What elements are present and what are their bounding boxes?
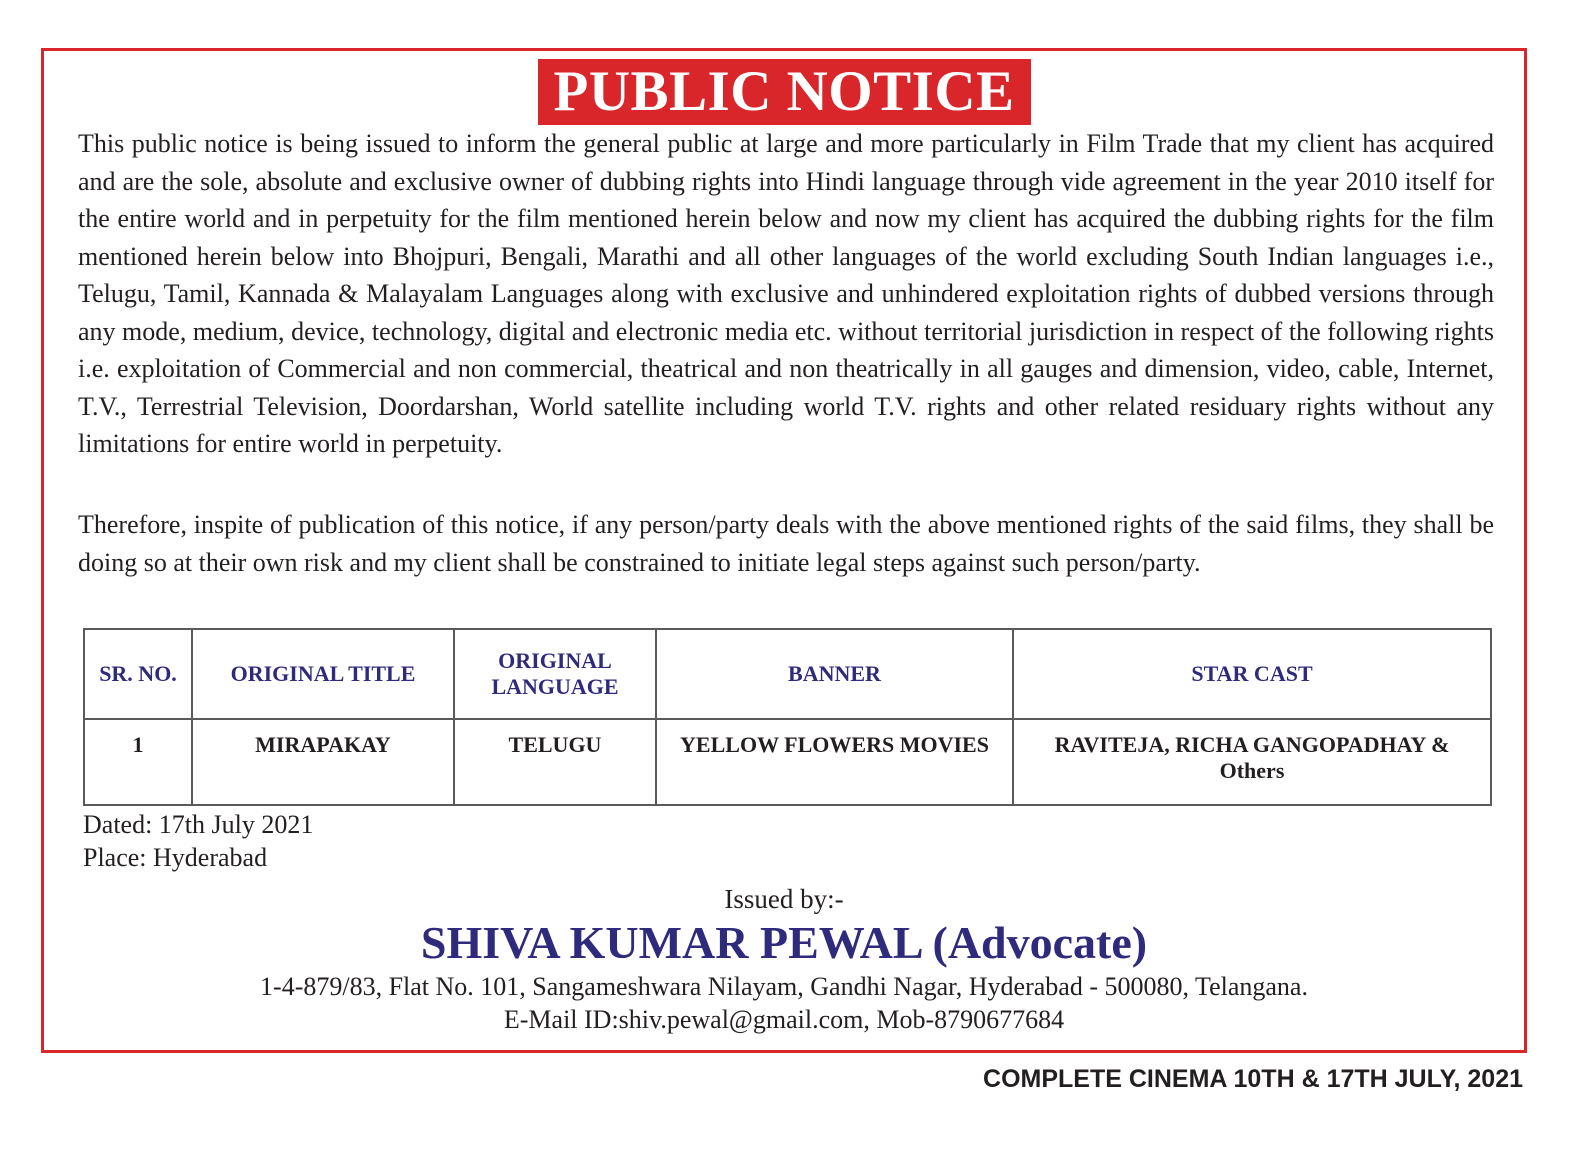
header-star-cast: STAR CAST: [1013, 629, 1491, 719]
dated-line: Dated: 17th July 2021: [83, 810, 314, 839]
notice-paragraph-2: Therefore, inspite of publication of this notice, if any person/party deals with the above mentioned rights of the said films, they shall be doing so at their own risk and my client shall be constrained to initiate legal steps against such person/party.: [78, 510, 1494, 577]
cell-original-language: TELUGU: [454, 719, 656, 805]
table-header-row: [84, 629, 1491, 719]
advocate-contact: E-Mail ID:shiv.pewal@gmail.com, Mob-8790677684: [503, 1005, 1065, 1034]
film-rights-table: [83, 628, 1492, 806]
notice-title: PUBLIC NOTICE: [538, 59, 1031, 125]
table-row: [84, 719, 1491, 805]
issued-by-label: Issued by:-: [724, 884, 844, 914]
header-banner: BANNER: [656, 629, 1013, 719]
header-original-language: ORIGINAL LANGUAGE: [454, 629, 656, 719]
publication-footer: COMPLETE CINEMA 10TH & 17TH JULY, 2021: [983, 1065, 1523, 1093]
advocate-address: 1-4-879/83, Flat No. 101, Sangameshwara Nilayam, Gandhi Nagar, Hyderabad - 500080, Telangana.: [260, 972, 1308, 1001]
title-wrapper: [44, 59, 1524, 125]
public-notice-frame: [41, 48, 1527, 1053]
cell-original-title: MIRAPAKAY: [192, 719, 454, 805]
header-original-title: ORIGINAL TITLE: [192, 629, 454, 719]
cell-sr-no: 1: [84, 719, 192, 805]
notice-paragraph-1: This public notice is being issued to inform the general public at large and more particularly in Film Trade that my client has acquired and are the sole, absolute and exclusive owner of dubbing rights into Hindi language through vide agreement in the year 2010 itself for the entire world and in perpetuity for the film mentioned herein below and now my client has acquired the dubbing rights for the film mentioned herein below into Bhojpuri, Bengali, Marathi and all other languages of the world excluding South Indian languages i.e., Telugu, Tamil, Kannada & Malayalam Languages along with exclusive and unhindered exploitation rights of dubbed versions through any mode, medium, device, technology, digital and electronic media etc. without territorial jurisdiction in respect of the following rights i.e. exploitation of Commercial and non commercial, theatrical and non theatrically in all gauges and dimension, video, cable, Internet, T.V., Terrestrial Television, Doordarshan, World satellite including world T.V. rights and other related residuary rights without any limitations for entire world in perpetuity.: [78, 129, 1494, 458]
header-sr-no: SR. NO.: [84, 629, 192, 719]
place-line: Place: Hyderabad: [83, 843, 268, 872]
advocate-name: SHIVA KUMAR PEWAL (Advocate): [420, 917, 1148, 968]
cell-star-cast: RAVITEJA, RICHA GANGOPADHAY & Others: [1013, 719, 1491, 805]
cell-banner: YELLOW FLOWERS MOVIES: [656, 719, 1013, 805]
